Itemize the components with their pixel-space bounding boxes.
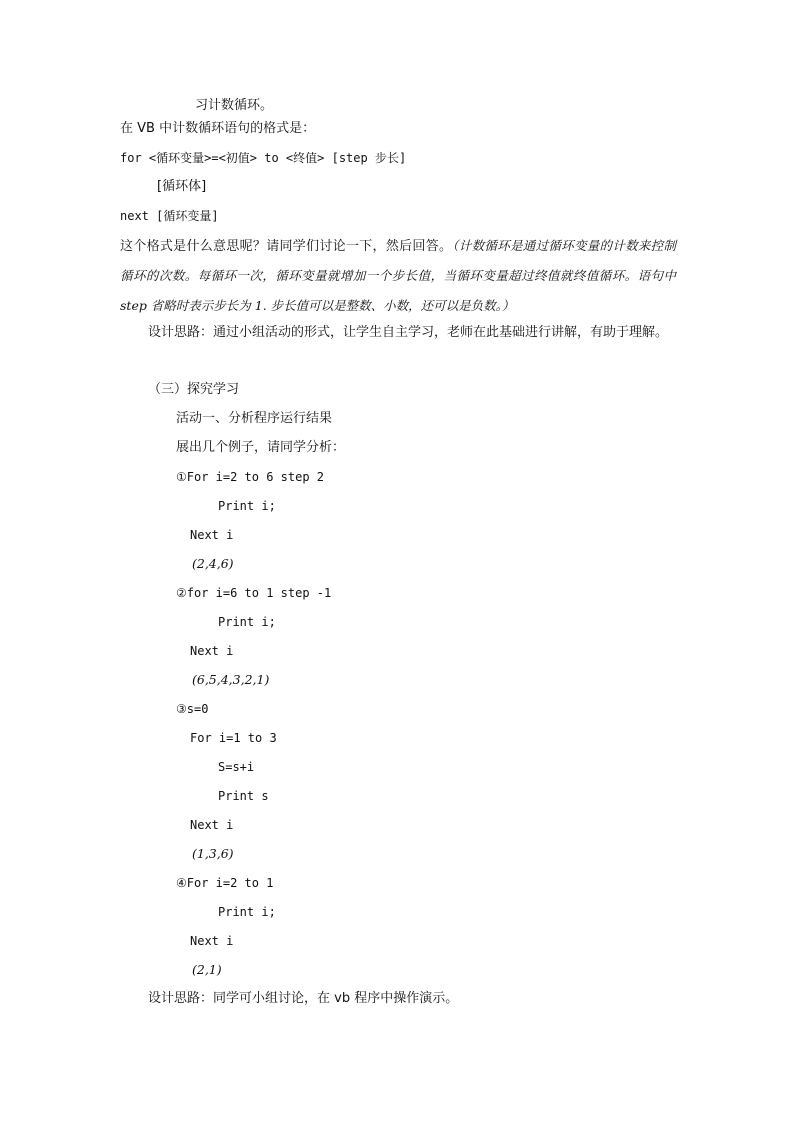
code-line: S=s+i (218, 760, 255, 774)
section-heading: （三）探究学习 (148, 382, 240, 397)
code-line: ①For i=2 to 6 step 2 (176, 470, 325, 484)
code-line: Print i; (218, 905, 276, 919)
code-line: Print i; (218, 499, 276, 513)
activity-heading: 活动一、分析程序运行结果 (176, 411, 333, 426)
discussion-paragraph (120, 231, 676, 321)
code-line: next [循环变量] (120, 209, 219, 223)
code-line: Next i (190, 818, 234, 832)
code-line: ②for i=6 to 1 step -1 (176, 586, 332, 600)
code-line: Next i (190, 934, 234, 948)
design-note-paragraph: 设计思路：通过小组活动的形式，让学生自主学习，老师在此基础进行讲解，有助于理解。 (148, 325, 669, 340)
code-line: [循环体] (157, 179, 207, 194)
text-line: 习计数循环。 (195, 98, 274, 113)
result-line: (2,1) (192, 962, 222, 977)
answer-note: （计数循环是通过循环变量的计数来控制循环的次数。每循环一次，循环变量就增加一个步长值，当循环变量超过终值就终值循环。语句中 step 省略时表示步长为 1. 步长值可以是整数、小数，还可以是负数。） (120, 238, 676, 313)
result-line: (2,4,6) (192, 556, 234, 571)
code-line: Print s (218, 789, 269, 803)
code-line: for <循环变量>=<初值> to <终值> [step 步长] (120, 151, 407, 165)
result-line: (1,3,6) (192, 846, 234, 861)
code-line: ③s=0 (176, 702, 209, 716)
design-note-line: 设计思路：同学可小组讨论，在 vb 程序中操作演示。 (148, 991, 459, 1006)
code-line: Next i (190, 644, 234, 658)
code-line: ④For i=2 to 1 (176, 876, 274, 890)
code-line: For i=1 to 3 (190, 731, 277, 745)
code-line: Print i; (218, 615, 276, 629)
discussion-lead: 这个格式是什么意思呢？请同学们讨论一下，然后回答。 (120, 239, 453, 254)
text-line: 在 VB 中计数循环语句的格式是： (120, 121, 316, 136)
text-line: 展出几个例子，请同学分析： (176, 440, 346, 455)
result-line: (6,5,4,3,2,1) (192, 672, 270, 687)
code-line: Next i (190, 528, 234, 542)
